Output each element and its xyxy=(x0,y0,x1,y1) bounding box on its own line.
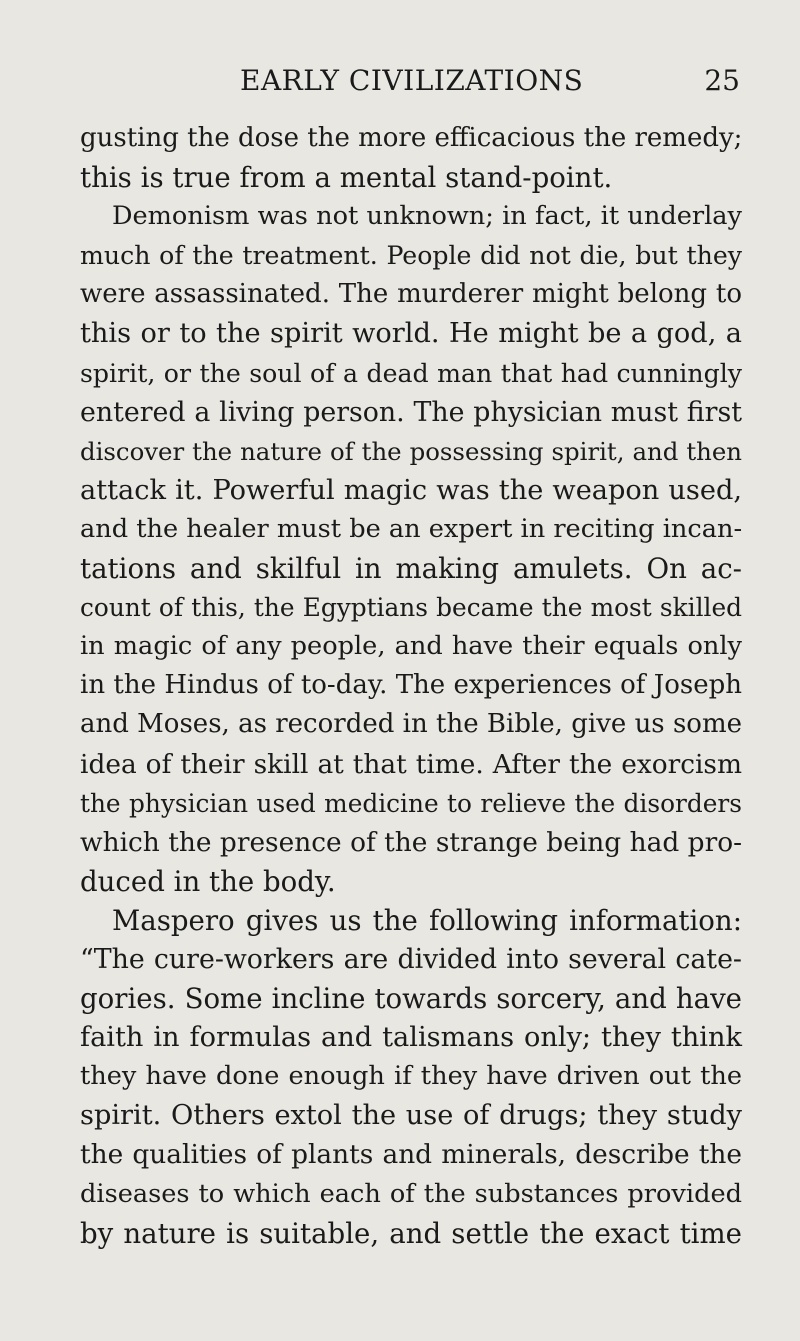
text-line: attack it. Powerful magic was the weapon used, xyxy=(80,474,742,506)
text-line: the physician used medicine to relieve the disorders xyxy=(80,788,742,818)
running-head: EARLY CIVILIZATIONS xyxy=(240,64,584,97)
text-line: gusting the dose the more efficacious the remedy; xyxy=(80,123,743,153)
text-line: the qualities of plants and minerals, describe the xyxy=(80,1139,742,1171)
text-line: discover the nature of the possessing spirit, and then xyxy=(80,436,742,466)
text-line: by nature is suitable, and settle the exact time xyxy=(80,1216,742,1250)
text-line: in the Hindus of to-day. The experiences of Joseph xyxy=(80,670,742,701)
text-line: this is true from a mental stand-point. xyxy=(80,161,613,195)
text-line: and the healer must be an expert in reciting incan- xyxy=(80,513,743,544)
page-header xyxy=(80,64,740,104)
text-line: were assassinated. The murderer might belong to xyxy=(80,279,742,310)
text-line: faith in formulas and talismans only; they think xyxy=(80,1022,742,1054)
text-line: spirit. Others extol the use of drugs; they study xyxy=(80,1100,742,1132)
text-line: which the presence of the strange being had pro- xyxy=(80,826,742,858)
text-line: and Moses, as recorded in the Bible, give us some xyxy=(80,709,742,740)
text-line: tations and skilful in making amulets. On ac- xyxy=(80,552,742,586)
text-line: they have done enough if they have driven out the xyxy=(80,1061,742,1092)
text-line: spirit, or the soul of a dead man that had cunningly xyxy=(80,358,742,388)
text-line: Demonism was not unknown; in fact, it underlay xyxy=(112,201,742,232)
text-line: duced in the body. xyxy=(80,864,336,898)
text-line: Maspero gives us the following information: xyxy=(112,903,742,937)
body-text xyxy=(80,119,742,1253)
page-number: 25 xyxy=(704,64,740,97)
text-line: much of the treatment. People did not die, but they xyxy=(80,241,742,271)
text-line: diseases to which each of the substances provided xyxy=(80,1178,742,1209)
text-line: gories. Some incline towards sorcery, and have xyxy=(80,982,742,1016)
text-line: “The cure-workers are divided into several cate- xyxy=(80,943,742,975)
text-line: entered a living person. The physician must first xyxy=(80,396,742,428)
text-line: count of this, the Egyptians became the most skilled xyxy=(80,593,742,623)
text-line: in magic of any people, and have their equals only xyxy=(80,631,742,662)
text-line: this or to the spirit world. He might be a god, a xyxy=(80,318,742,350)
text-line: idea of their skill at that time. After the exorcism xyxy=(80,748,742,780)
